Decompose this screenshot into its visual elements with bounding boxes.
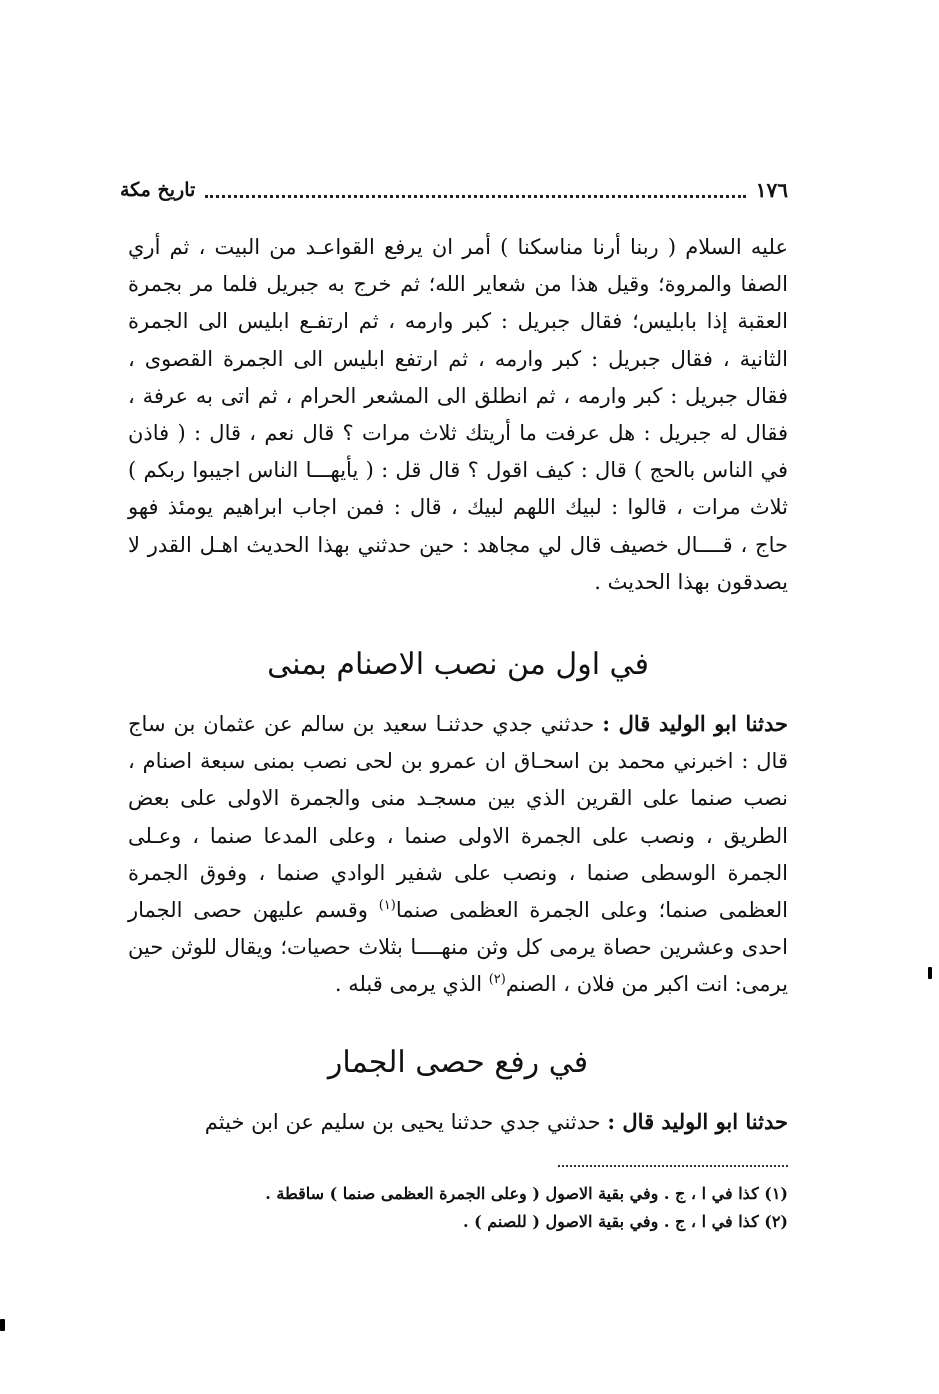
- narration-lead: حدثنا ابو الوليد قال :: [602, 711, 788, 736]
- paragraph-text-a: حدثني جدي حدثنـا سعيد بن سالم عن عثمان بن ساج قال : اخبرني محمد بن اسحـاق ان عمرو بن لحى نصب بمنى سبعة اصنام ، نصب صنما على القرين الذي بين مسجـد منى والجمرة الاولى على بعض الطريق ، ونصب على الجمرة الاولى صنما ، وعلى المدعا صنما ، وعـلى الجمرة الوسطى صنما ، ونصب على شفير الوادي صنما ، وفوق الجمرة العظمى صنما؛ وعلى الجمرة العظمى صنما: [128, 712, 788, 923]
- footnote-ref-2: (٢): [488, 972, 506, 988]
- paragraph-text-b: وقسم عليهن حصى الجمار احدى وعشرين حصاة يرمى كل وثن منهــــا بثلاث حصيات؛ ويقال للوثن حين يرمى: انت اكبر من فلان ، الصنم: [128, 898, 788, 997]
- body-paragraph-1: عليه السلام ( ربنا أرنا مناسكنا ) أمر ان يرفع القواعـد من البيت ، ثم أري الصفا والمروة؛ وقيل هذا من شعاير الله؛ ثم خرج به جبريل فلما مر بجمرة العقبة إذا بابليس؛ فقال جبريل : كبر وارمه ، ثم ارتفـع ابليس الى الجمرة الثانية ، فقال جبريل : كبر وارمه ، ثم ارتفع ابليس الى الجمرة القصوى ، فقال جبريل : كبر وارمه ، ثم انطلق الى المشعر الحرام ، ثم اتى به عرفة ، فقال له جبريل : هل عرفت ما أريتك ثلاث مرات ؟ قال نعم ، قال : ( فاذن في الناس بالحج ) قال : كيف اقول ؟ قال قل : ( يأيهـــا الناس اجيبوا ربكم ) ثلاث مرات ، قالوا : لبيك اللهم لبيك ، قال : فمن اجاب ابراهيم يومئذ فهو حاج ، قــــال خصيف قال لي مجاهد : حين حدثني بهذا الحديث اهـل القدر لا يصدقون بهذا الحديث .: [128, 235, 788, 594]
- page-header: [120, 174, 788, 206]
- footnote-1: (١) كذا في ا ، ج . وفي بقية الاصول ( وعلى الجمرة العظمى صنما ) ساقطة .: [265, 1184, 788, 1203]
- section-heading-1: في اول من نصب الاصنام بمنى: [267, 647, 649, 682]
- section-heading-2: في رفع حصى الجمار: [327, 1045, 589, 1080]
- footnote-separator: [558, 1165, 788, 1167]
- body-paragraph-2: [128, 705, 788, 1004]
- narration-lead: حدثنا ابو الوليد قال :: [607, 1109, 788, 1134]
- scan-mark: [928, 967, 932, 979]
- header-dotted-leader: [205, 195, 745, 198]
- scan-mark: [0, 1319, 5, 1331]
- footnote-ref-1: (١): [378, 898, 396, 914]
- paragraph-text-c: الذي يرمى قبله .: [334, 972, 489, 997]
- body-paragraph-3: [128, 1103, 788, 1141]
- footnote-2: (٢) كذا في ا ، ج . وفي بقية الاصول ( للصنم ) .: [462, 1212, 788, 1231]
- running-title: تاريخ مكة: [120, 179, 196, 201]
- footnotes: [128, 1180, 788, 1236]
- page-number: ١٧٦: [755, 178, 788, 202]
- paragraph-text: حدثني جدي حدثنا يحيى بن سليم عن ابن خيثم: [204, 1110, 608, 1134]
